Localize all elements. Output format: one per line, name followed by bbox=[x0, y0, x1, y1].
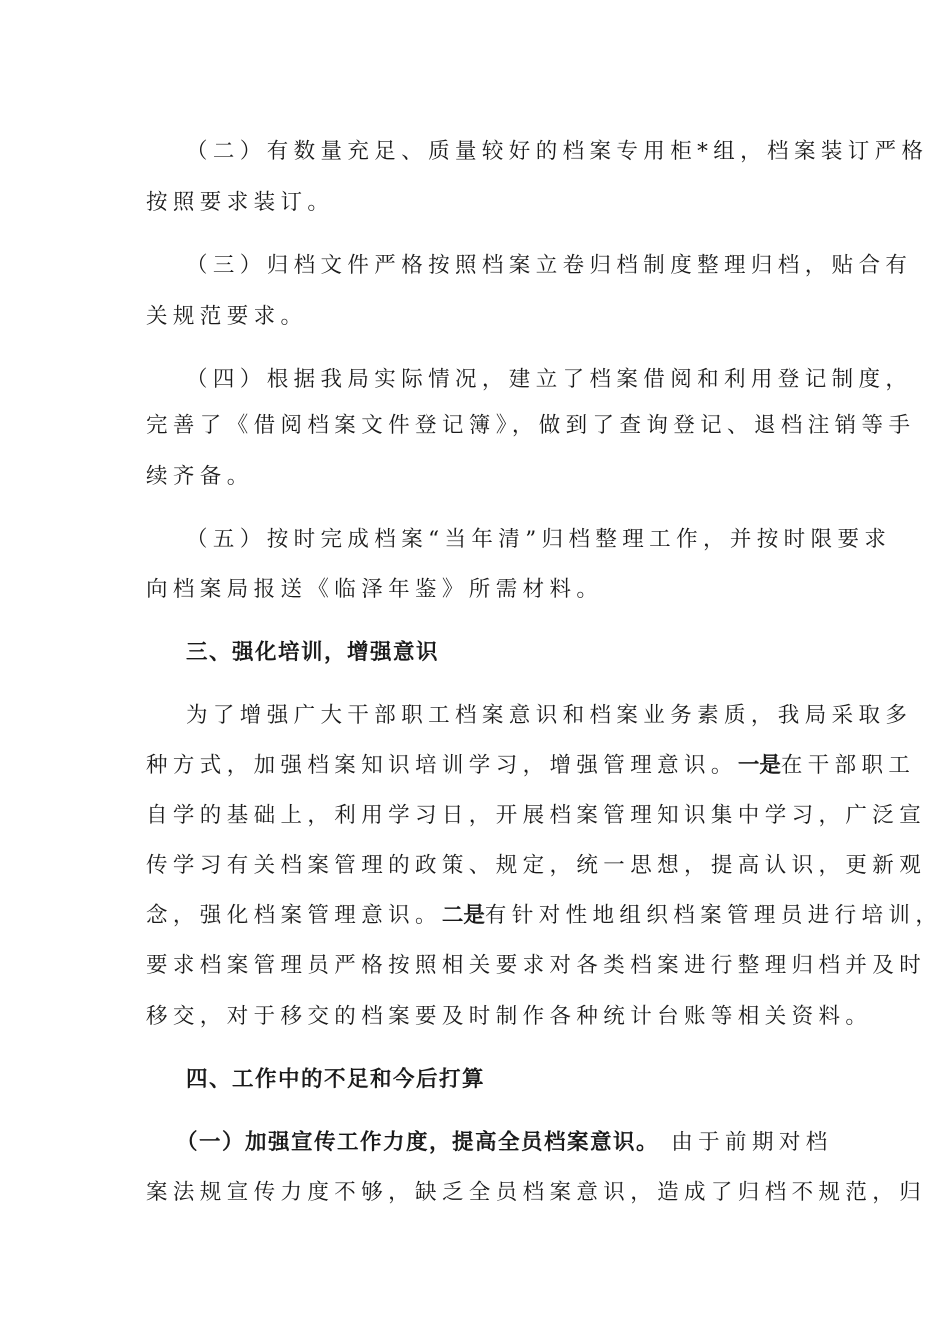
section-3-line-7: 移交，对于移交的档案要及时制作各种统计台账等相关资料。 bbox=[146, 1004, 873, 1029]
section-3-heading: 三、强化培训，增强意识 bbox=[186, 640, 440, 665]
section-3-line-2 bbox=[146, 751, 916, 781]
emphasis-second: 二是 bbox=[441, 903, 485, 928]
paragraph-3-line-1: （三）归档文件严格按照档案立卷归档制度整理归档，贴合有 bbox=[186, 253, 913, 278]
item-title: （一）加强宣传工作力度，提高全员档案意识。 bbox=[176, 1130, 660, 1155]
paragraph-2-line-1: （二）有数量充足、质量较好的档案专用柜*组，档案装订严格 bbox=[186, 139, 929, 164]
section-3-line-6: 要求档案管理员严格按照相关要求对各类档案进行整理归档并及时 bbox=[146, 953, 927, 978]
emphasis-first: 一是 bbox=[737, 753, 781, 778]
section-3-line-3: 自学的基础上，利用学习日，开展档案管理知识集中学习，广泛宣 bbox=[146, 803, 927, 828]
paragraph-3-line-2: 关规范要求。 bbox=[146, 304, 308, 329]
paragraph-2-line-2: 按照要求装订。 bbox=[146, 190, 335, 215]
section-4-item-1-line-1 bbox=[176, 1128, 833, 1158]
text-span: 种方式，加强档案知识培训学习，增强管理意识。 bbox=[146, 753, 738, 778]
paragraph-4-line-1: （四）根据我局实际情况，建立了档案借阅和利用登记制度， bbox=[186, 367, 913, 392]
paragraph-5-line-2: 向档案局报送《临泽年鉴》所需材料。 bbox=[146, 577, 604, 602]
text-span: 由于前期对档 bbox=[659, 1130, 833, 1155]
section-4-item-1-line-2: 案法规宣传力度不够，缺乏全员档案意识，造成了归档不规范，归 bbox=[146, 1180, 927, 1205]
text-span: 念，强化档案管理意识。 bbox=[146, 903, 442, 928]
text-span: 在干部职工 bbox=[780, 753, 916, 778]
section-3-line-5 bbox=[146, 901, 943, 931]
section-3-line-1: 为了增强广大干部职工档案意识和档案业务素质，我局采取多 bbox=[186, 703, 913, 728]
paragraph-5-line-1: （五）按时完成档案“当年清”归档整理工作，并按时限要求 bbox=[186, 527, 892, 552]
paragraph-4-line-2: 完善了《借阅档案文件登记簿》，做到了查询登记、退档注销等手 bbox=[146, 413, 916, 438]
paragraph-4-line-3: 续齐备。 bbox=[146, 464, 254, 489]
section-3-line-4: 传学习有关档案管理的政策、规定，统一思想，提高认识，更新观 bbox=[146, 853, 927, 878]
text-span: 有针对性地组织档案管理员进行培训， bbox=[484, 903, 943, 928]
section-4-heading: 四、工作中的不足和今后打算 bbox=[186, 1067, 486, 1092]
